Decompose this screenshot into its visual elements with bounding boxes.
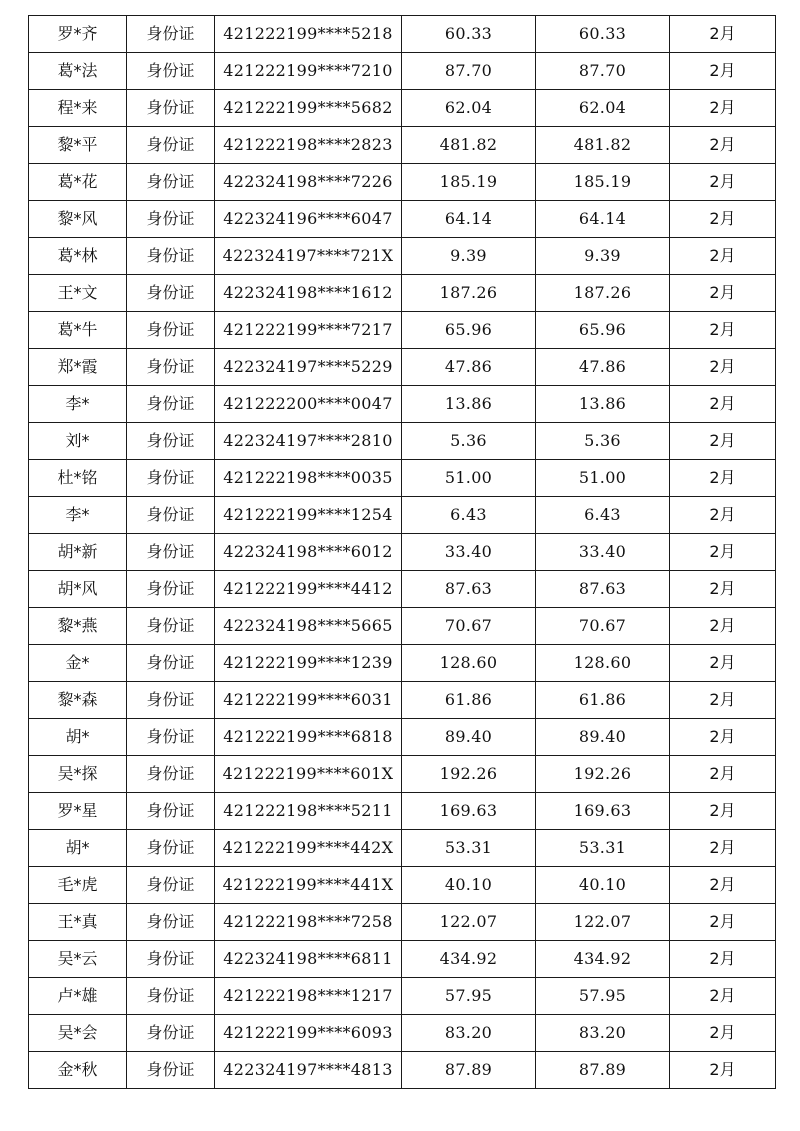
paid-amount-cell: 169.63 <box>536 793 670 830</box>
amount-cell: 47.86 <box>402 349 536 386</box>
month-cell: 2月 <box>670 460 776 497</box>
id-type-cell: 身份证 <box>127 349 215 386</box>
amount-cell: 57.95 <box>402 978 536 1015</box>
paid-amount-cell: 5.36 <box>536 423 670 460</box>
month-cell: 2月 <box>670 1015 776 1052</box>
month-cell: 2月 <box>670 830 776 867</box>
id-number-cell: 422324198****5665 <box>215 608 402 645</box>
amount-cell: 70.67 <box>402 608 536 645</box>
paid-amount-cell: 87.70 <box>536 53 670 90</box>
table-row <box>29 867 776 904</box>
month-cell: 2月 <box>670 904 776 941</box>
id-number-cell: 422324197****721X <box>215 238 402 275</box>
id-type-cell: 身份证 <box>127 608 215 645</box>
paid-amount-cell: 481.82 <box>536 127 670 164</box>
person-name-cell: 王*文 <box>29 275 127 312</box>
id-type-cell: 身份证 <box>127 571 215 608</box>
person-name-cell: 杜*铭 <box>29 460 127 497</box>
id-type-cell: 身份证 <box>127 534 215 571</box>
amount-cell: 9.39 <box>402 238 536 275</box>
id-number-cell: 421222199****4412 <box>215 571 402 608</box>
paid-amount-cell: 57.95 <box>536 978 670 1015</box>
amount-cell: 87.89 <box>402 1052 536 1089</box>
person-name-cell: 金* <box>29 645 127 682</box>
amount-cell: 51.00 <box>402 460 536 497</box>
id-type-cell: 身份证 <box>127 460 215 497</box>
amount-cell: 60.33 <box>402 16 536 53</box>
id-number-cell: 422324197****2810 <box>215 423 402 460</box>
id-number-cell: 421222200****0047 <box>215 386 402 423</box>
table-row <box>29 719 776 756</box>
id-number-cell: 421222198****0035 <box>215 460 402 497</box>
person-name-cell: 黎*森 <box>29 682 127 719</box>
person-name-cell: 毛*虎 <box>29 867 127 904</box>
table-row <box>29 497 776 534</box>
person-name-cell: 黎*平 <box>29 127 127 164</box>
month-cell: 2月 <box>670 682 776 719</box>
table-row <box>29 90 776 127</box>
month-cell: 2月 <box>670 201 776 238</box>
table-row <box>29 16 776 53</box>
id-type-cell: 身份证 <box>127 904 215 941</box>
id-type-cell: 身份证 <box>127 16 215 53</box>
amount-cell: 61.86 <box>402 682 536 719</box>
id-type-cell: 身份证 <box>127 1052 215 1089</box>
table-row <box>29 238 776 275</box>
table-row <box>29 830 776 867</box>
table-row <box>29 386 776 423</box>
table-row <box>29 571 776 608</box>
paid-amount-cell: 51.00 <box>536 460 670 497</box>
person-name-cell: 黎*燕 <box>29 608 127 645</box>
amount-cell: 5.36 <box>402 423 536 460</box>
month-cell: 2月 <box>670 127 776 164</box>
id-number-cell: 421222199****6093 <box>215 1015 402 1052</box>
paid-amount-cell: 53.31 <box>536 830 670 867</box>
records-table-body <box>29 16 776 1089</box>
id-number-cell: 421222198****2823 <box>215 127 402 164</box>
id-number-cell: 421222199****5682 <box>215 90 402 127</box>
id-type-cell: 身份证 <box>127 830 215 867</box>
amount-cell: 434.92 <box>402 941 536 978</box>
person-name-cell: 刘* <box>29 423 127 460</box>
amount-cell: 53.31 <box>402 830 536 867</box>
amount-cell: 87.63 <box>402 571 536 608</box>
paid-amount-cell: 64.14 <box>536 201 670 238</box>
id-type-cell: 身份证 <box>127 1015 215 1052</box>
amount-cell: 481.82 <box>402 127 536 164</box>
table-row <box>29 608 776 645</box>
table-row <box>29 312 776 349</box>
paid-amount-cell: 62.04 <box>536 90 670 127</box>
id-number-cell: 421222199****441X <box>215 867 402 904</box>
id-number-cell: 422324198****6811 <box>215 941 402 978</box>
paid-amount-cell: 434.92 <box>536 941 670 978</box>
id-type-cell: 身份证 <box>127 164 215 201</box>
month-cell: 2月 <box>670 349 776 386</box>
person-name-cell: 王*真 <box>29 904 127 941</box>
id-number-cell: 422324198****6012 <box>215 534 402 571</box>
paid-amount-cell: 33.40 <box>536 534 670 571</box>
person-name-cell: 葛*林 <box>29 238 127 275</box>
table-row <box>29 53 776 90</box>
id-type-cell: 身份证 <box>127 978 215 1015</box>
amount-cell: 187.26 <box>402 275 536 312</box>
amount-cell: 65.96 <box>402 312 536 349</box>
table-row <box>29 349 776 386</box>
table-row <box>29 645 776 682</box>
paid-amount-cell: 13.86 <box>536 386 670 423</box>
month-cell: 2月 <box>670 423 776 460</box>
amount-cell: 128.60 <box>402 645 536 682</box>
id-type-cell: 身份证 <box>127 682 215 719</box>
paid-amount-cell: 87.89 <box>536 1052 670 1089</box>
id-number-cell: 421222199****6818 <box>215 719 402 756</box>
id-type-cell: 身份证 <box>127 497 215 534</box>
person-name-cell: 葛*牛 <box>29 312 127 349</box>
person-name-cell: 胡*风 <box>29 571 127 608</box>
month-cell: 2月 <box>670 90 776 127</box>
amount-cell: 64.14 <box>402 201 536 238</box>
month-cell: 2月 <box>670 756 776 793</box>
id-type-cell: 身份证 <box>127 127 215 164</box>
table-row <box>29 201 776 238</box>
person-name-cell: 胡* <box>29 719 127 756</box>
person-name-cell: 葛*法 <box>29 53 127 90</box>
id-type-cell: 身份证 <box>127 90 215 127</box>
amount-cell: 87.70 <box>402 53 536 90</box>
id-number-cell: 421222199****1254 <box>215 497 402 534</box>
month-cell: 2月 <box>670 571 776 608</box>
paid-amount-cell: 70.67 <box>536 608 670 645</box>
id-type-cell: 身份证 <box>127 423 215 460</box>
amount-cell: 13.86 <box>402 386 536 423</box>
month-cell: 2月 <box>670 978 776 1015</box>
id-number-cell: 421222199****5218 <box>215 16 402 53</box>
amount-cell: 33.40 <box>402 534 536 571</box>
person-name-cell: 金*秋 <box>29 1052 127 1089</box>
id-number-cell: 421222199****7210 <box>215 53 402 90</box>
paid-amount-cell: 40.10 <box>536 867 670 904</box>
person-name-cell: 罗*齐 <box>29 16 127 53</box>
table-row <box>29 793 776 830</box>
month-cell: 2月 <box>670 164 776 201</box>
table-row <box>29 1015 776 1052</box>
paid-amount-cell: 61.86 <box>536 682 670 719</box>
paid-amount-cell: 60.33 <box>536 16 670 53</box>
person-name-cell: 胡* <box>29 830 127 867</box>
id-type-cell: 身份证 <box>127 867 215 904</box>
id-type-cell: 身份证 <box>127 386 215 423</box>
id-number-cell: 422324198****7226 <box>215 164 402 201</box>
person-name-cell: 黎*风 <box>29 201 127 238</box>
person-name-cell: 李* <box>29 497 127 534</box>
id-number-cell: 421222198****7258 <box>215 904 402 941</box>
month-cell: 2月 <box>670 497 776 534</box>
table-row <box>29 164 776 201</box>
table-row <box>29 460 776 497</box>
id-number-cell: 421222198****1217 <box>215 978 402 1015</box>
id-type-cell: 身份证 <box>127 201 215 238</box>
paid-amount-cell: 6.43 <box>536 497 670 534</box>
id-number-cell: 422324196****6047 <box>215 201 402 238</box>
amount-cell: 192.26 <box>402 756 536 793</box>
paid-amount-cell: 128.60 <box>536 645 670 682</box>
month-cell: 2月 <box>670 238 776 275</box>
id-number-cell: 421222199****601X <box>215 756 402 793</box>
paid-amount-cell: 83.20 <box>536 1015 670 1052</box>
table-row <box>29 423 776 460</box>
table-row <box>29 756 776 793</box>
month-cell: 2月 <box>670 867 776 904</box>
month-cell: 2月 <box>670 386 776 423</box>
person-name-cell: 程*来 <box>29 90 127 127</box>
id-number-cell: 421222199****7217 <box>215 312 402 349</box>
table-row <box>29 941 776 978</box>
month-cell: 2月 <box>670 941 776 978</box>
amount-cell: 185.19 <box>402 164 536 201</box>
person-name-cell: 吴*会 <box>29 1015 127 1052</box>
id-number-cell: 421222198****5211 <box>215 793 402 830</box>
person-name-cell: 李* <box>29 386 127 423</box>
amount-cell: 62.04 <box>402 90 536 127</box>
month-cell: 2月 <box>670 719 776 756</box>
id-type-cell: 身份证 <box>127 238 215 275</box>
person-name-cell: 吴*云 <box>29 941 127 978</box>
paid-amount-cell: 192.26 <box>536 756 670 793</box>
month-cell: 2月 <box>670 312 776 349</box>
id-number-cell: 421222199****1239 <box>215 645 402 682</box>
paid-amount-cell: 89.40 <box>536 719 670 756</box>
month-cell: 2月 <box>670 275 776 312</box>
records-table <box>28 15 776 1089</box>
person-name-cell: 郑*霞 <box>29 349 127 386</box>
id-type-cell: 身份证 <box>127 941 215 978</box>
amount-cell: 122.07 <box>402 904 536 941</box>
table-row <box>29 1052 776 1089</box>
paid-amount-cell: 87.63 <box>536 571 670 608</box>
table-row <box>29 534 776 571</box>
amount-cell: 89.40 <box>402 719 536 756</box>
id-type-cell: 身份证 <box>127 719 215 756</box>
paid-amount-cell: 187.26 <box>536 275 670 312</box>
id-type-cell: 身份证 <box>127 645 215 682</box>
table-row <box>29 904 776 941</box>
id-number-cell: 421222199****6031 <box>215 682 402 719</box>
month-cell: 2月 <box>670 1052 776 1089</box>
person-name-cell: 葛*花 <box>29 164 127 201</box>
table-row <box>29 978 776 1015</box>
month-cell: 2月 <box>670 53 776 90</box>
amount-cell: 169.63 <box>402 793 536 830</box>
paid-amount-cell: 185.19 <box>536 164 670 201</box>
month-cell: 2月 <box>670 793 776 830</box>
amount-cell: 83.20 <box>402 1015 536 1052</box>
paid-amount-cell: 122.07 <box>536 904 670 941</box>
month-cell: 2月 <box>670 608 776 645</box>
table-row <box>29 275 776 312</box>
month-cell: 2月 <box>670 645 776 682</box>
table-row <box>29 682 776 719</box>
id-number-cell: 421222199****442X <box>215 830 402 867</box>
person-name-cell: 卢*雄 <box>29 978 127 1015</box>
id-type-cell: 身份证 <box>127 275 215 312</box>
person-name-cell: 胡*新 <box>29 534 127 571</box>
id-number-cell: 422324198****1612 <box>215 275 402 312</box>
paid-amount-cell: 65.96 <box>536 312 670 349</box>
id-type-cell: 身份证 <box>127 312 215 349</box>
id-type-cell: 身份证 <box>127 53 215 90</box>
month-cell: 2月 <box>670 534 776 571</box>
amount-cell: 6.43 <box>402 497 536 534</box>
amount-cell: 40.10 <box>402 867 536 904</box>
person-name-cell: 罗*星 <box>29 793 127 830</box>
id-type-cell: 身份证 <box>127 756 215 793</box>
paid-amount-cell: 47.86 <box>536 349 670 386</box>
id-number-cell: 422324197****5229 <box>215 349 402 386</box>
month-cell: 2月 <box>670 16 776 53</box>
table-row <box>29 127 776 164</box>
id-number-cell: 422324197****4813 <box>215 1052 402 1089</box>
person-name-cell: 吴*探 <box>29 756 127 793</box>
paid-amount-cell: 9.39 <box>536 238 670 275</box>
id-type-cell: 身份证 <box>127 793 215 830</box>
